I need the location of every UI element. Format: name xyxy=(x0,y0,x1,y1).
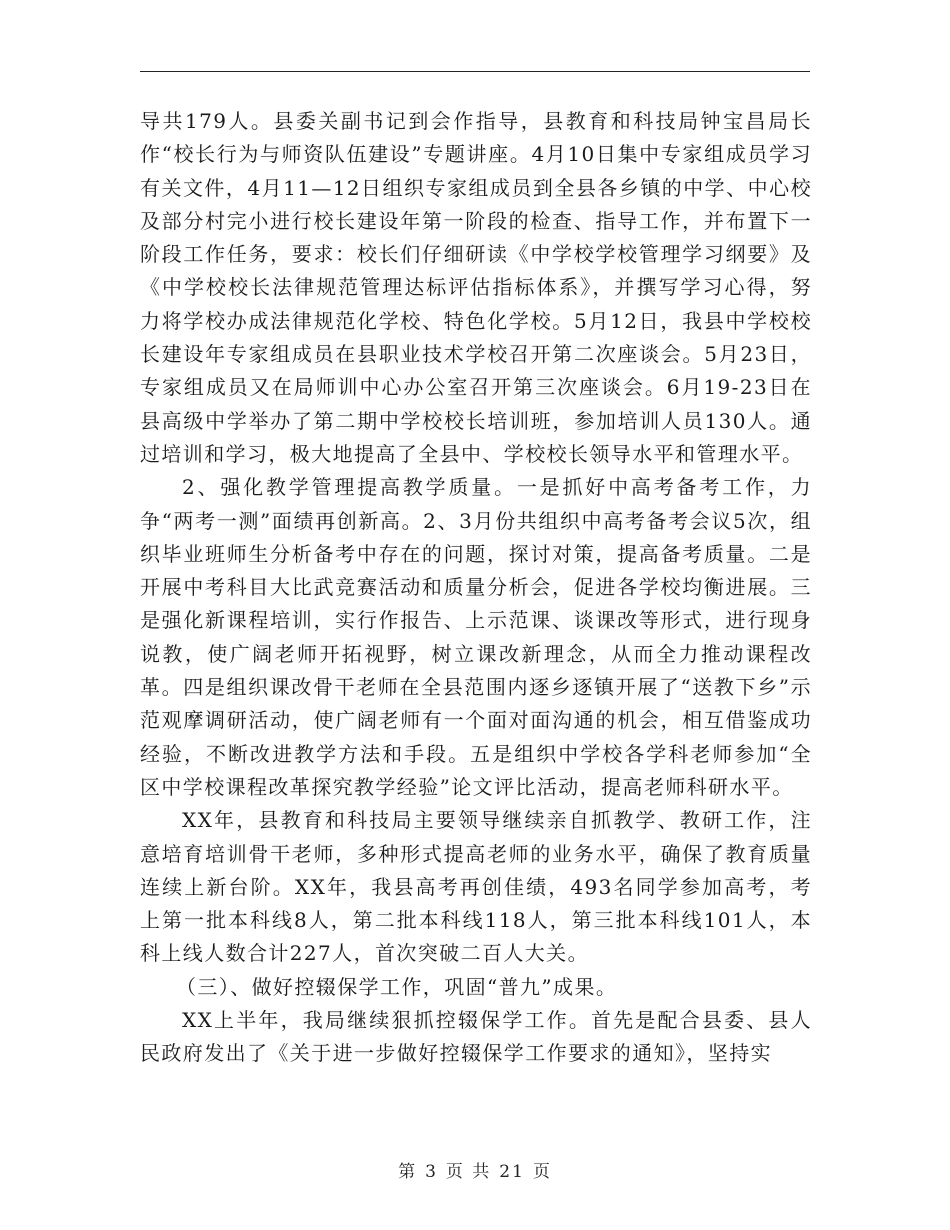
header-rule xyxy=(140,71,810,72)
page-number: 3 xyxy=(425,1162,438,1182)
paragraph: XX年，县教育和科技局主要领导继续亲自抓教学、教研工作，注意培育培训骨干老师，多种形式提高老师的业务水平，确保了教育质量连续上新台阶。XX年，我县高考再创佳绩，493名同学参加高考，考上第一批本科线8人，第二批本科线118人，第三批本科线101人，本科上线人数合计227人，首次突破二百人大关。 xyxy=(140,808,812,966)
paragraph: 2、强化教学管理提高教学质量。一是抓好中高考备考工作，力争“两考一测”面绩再创新高。2、3月份共组织中高考备考会议5次，组织毕业班师生分析备考中存在的问题，探讨对策，提高备考质量。二是开展中考科目大比武竞赛活动和质量分析会，促进各学校均衡进展。三是强化新课程培训，实行作报告、上示范课、谈课改等形式，进行现身说教，使广阔老师开拓视野，树立课改新理念，从而全力推动课程改革。四是组织课改骨干老师在全县范围内逐乡逐镇开展了“送教下乡”示范观摩调研活动，使广阔老师有一个面对面沟通的机会，相互借鉴成功经验，不断改进教学方法和手段。五是组织中学校各学科老师参加“全区中学校课程改革探究教学经验”论文评比活动，提高老师科研水平。 xyxy=(140,475,812,799)
footer-prefix: 第 xyxy=(398,1162,418,1182)
page-footer xyxy=(0,1157,950,1182)
footer-mid: 页 共 xyxy=(445,1162,492,1182)
total-pages: 21 xyxy=(499,1162,525,1182)
paragraph: XX上半年，我局继续狠抓控辍保学工作。首先是配合县委、县人民政府发出了《关于进一步做好控辍保学工作要求的通知》，坚持实 xyxy=(140,1008,812,1066)
paragraph: 导共179人。县委关副书记到会作指导，县教育和科技局钟宝昌局长作“校长行为与师资队伍建设”专题讲座。4月10日集中专家组成员学习有关文件，4月11—12日组织专家组成员到全县各乡镇的中学、中心校及部分村完小进行校长建设年第一阶段的检查、指导工作，并布置下一阶段工作任务，要求：校长们仔细研读《中学校学校管理学习纲要》及《中学校校长法律规范管理达标评估指标体系》，并撰写学习心得，努力将学校办成法律规范化学校、特色化学校。5月12日，我县中学校校长建设年专家组成员在县职业技术学校召开第二次座谈会。5月23日，专家组成员又在局师训中心办公室召开第三次座谈会。6月19-23日在县高级中学举办了第二期中学校校长培训班，参加培训人员130人。通过培训和学习，极大地提高了全县中、学校校长领导水平和管理水平。 xyxy=(140,109,812,466)
footer-suffix: 页 xyxy=(532,1162,552,1182)
section-heading: （三）、做好控辍保学工作，巩固“普九”成果。 xyxy=(176,974,618,999)
document-body xyxy=(140,105,812,1071)
